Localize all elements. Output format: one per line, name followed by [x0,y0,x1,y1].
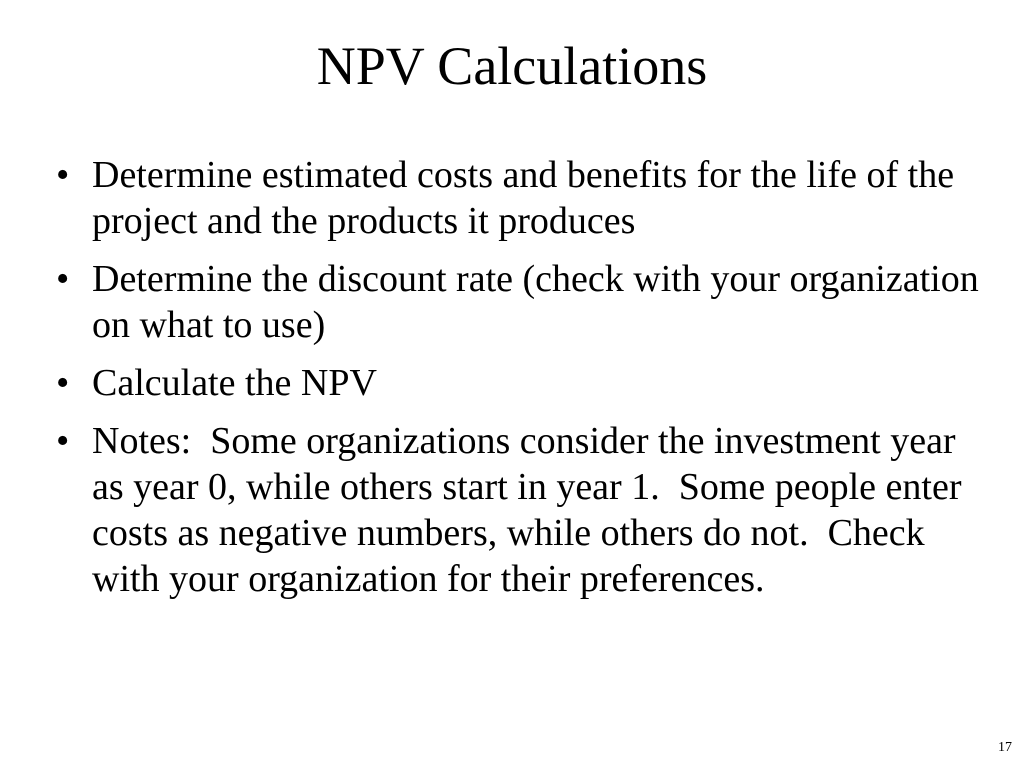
bullet-item [56,360,986,406]
bullet-item [56,418,986,602]
bullet-item [56,152,986,244]
bullet-list [56,152,986,614]
bullet-marker-icon: • [56,154,70,196]
bullet-marker-icon: • [56,362,70,404]
bullet-text: Calculate the NPV [92,362,377,404]
bullet-text: Determine estimated costs and benefits for the life of the project and the products it produces [92,154,955,242]
bullet-text: Notes: Some organizations consider the investment year as year 0, while others start in year 1. Some people enter costs as negative numbers, while others do not. Check with your organization for their preferences. [92,420,962,600]
slide-title: NPV Calculations [316,36,708,96]
bullet-text: Determine the discount rate (check with your organization on what to use) [92,258,979,346]
bullet-marker-icon: • [56,420,70,462]
bullet-marker-icon: • [56,258,70,300]
bullet-item [56,256,986,348]
slide-number: 17 [998,740,1012,755]
